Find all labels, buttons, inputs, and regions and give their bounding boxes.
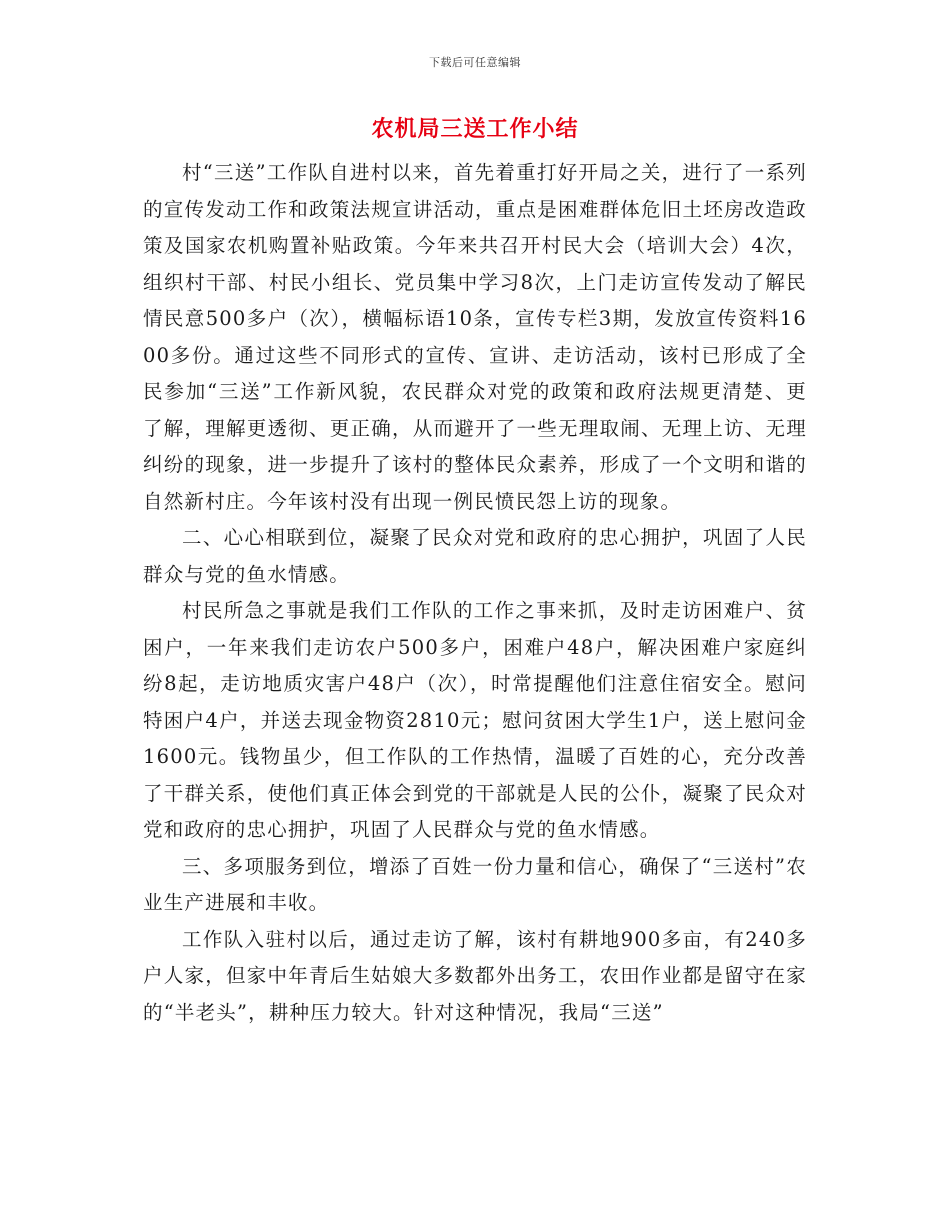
header-note: 下载后可任意编辑 [429, 56, 521, 69]
paragraph-intro: 村“三送”工作队自进村以来，首先着重打好开局之关，进行了一系列的宣传发动工作和政策法规宣讲活动，重点是困难群体危旧土坯房改造政策及国家农机购置补贴政策。今年来共召开村民大会（培训大会）4次，组织村干部、村民小组长、党员集中学习8次，上门走访宣传发动了解民情民意500多户（次），横幅标语10条，宣传专栏3期，发放宣传资料1600多份。通过这些不同形式的宣传、宣讲、走访活动，该村已形成了全民参加“三送”工作新风貌，农民群众对党的政策和政府法规更清楚、更了解，理解更透彻、更正确，从而避开了一些无理取闹、无理上访、无理纠纷的现象，进一步提升了该村的整体民众素养，形成了一个文明和谐的自然新村庄。今年该村没有出现一例民愤民怨上访的现象。 [143, 161, 807, 513]
document-body [143, 155, 807, 1031]
paragraph-section-three-body: 工作队入驻村以后，通过走访了解，该村有耕地900多亩，有240多户人家，但家中年青后生姑娘大多数都外出务工，农田作业都是留守在家的“半老头”，耕种压力较大。针对这种情况，我局“三送” [143, 927, 807, 1024]
paragraph-section-two-heading: 二、心心相联到位，凝聚了民众对党和政府的忠心拥护，巩固了人民群众与党的鱼水情感。 [143, 526, 807, 586]
paragraph-section-two-body: 村民所急之事就是我们工作队的工作之事来抓，及时走访困难户、贫困户，一年来我们走访农户500多户，困难户48户，解决困难户家庭纠纷8起，走访地质灾害户48户（次），时常提醒他们注意住宿安全。慰问特困户4户，并送去现金物资2810元；慰问贫困大学生1户，送上慰问金1600元。钱物虽少，但工作队的工作热情，温暖了百姓的心，充分改善了干群关系，使他们真正体会到党的干部就是人民的公仆，凝聚了民众对党和政府的忠心拥护，巩固了人民群众与党的鱼水情感。 [143, 599, 807, 841]
document-title: 农机局三送工作小结 [371, 116, 579, 142]
paragraph-section-three-heading: 三、多项服务到位，增添了百姓一份力量和信心，确保了“三送村”农业生产进展和丰收。 [143, 854, 807, 914]
